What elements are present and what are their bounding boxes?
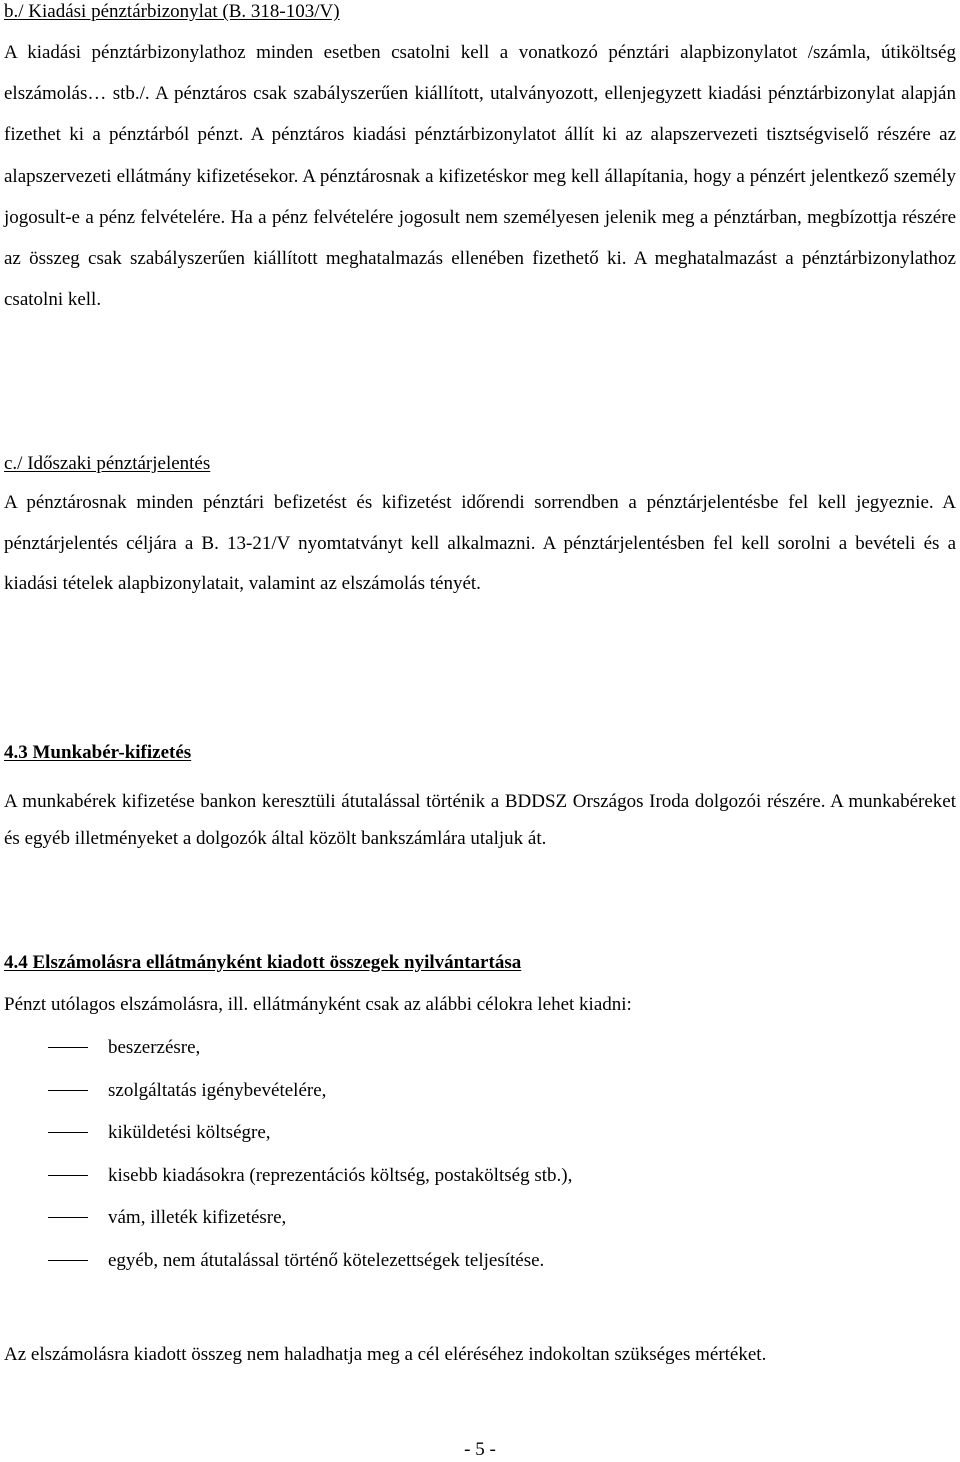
dash-bullet-icon bbox=[48, 1175, 88, 1176]
list-item: szolgáltatás igénybevételére, bbox=[0, 1079, 960, 1122]
dash-bullet-icon bbox=[48, 1132, 88, 1133]
list-item: kiküldetési költségre, bbox=[0, 1121, 960, 1164]
dash-bullet-icon bbox=[48, 1090, 88, 1091]
list-item: beszerzésre, bbox=[0, 1036, 960, 1079]
section-b-heading: b./ Kiadási pénztárbizonylat (B. 318-103/V) bbox=[4, 1, 340, 22]
section-4-4-closing: Az elszámolásra kiadott összeg nem haladhatja meg a cél eléréséhez indokoltan szükséges mértéket. bbox=[4, 1344, 767, 1365]
list-item: vám, illeték kifizetésre, bbox=[0, 1206, 960, 1249]
section-b-paragraph: A kiadási pénztárbizonylathoz minden esetben csatolni kell a vonatkozó pénztári alapbizonylatot /számla, útiköltség elszámolás… stb./. A pénztáros csak szabályszerűen kiállított, utalványozott, ellenjegyzett kiadási pénztárbizonylat alapján fizethet ki a pénztárból pénzt. A pénztáros kiadási pénztárbizonylatot állít ki az alapszervezeti tisztségviselő részére az alapszervezeti ellátmány kifizetésekor. A pénztárosnak a kifizetéskor meg kell állapítania, hogy a pénzért jelentkező személy jogosult-e a pénz felvételére. Ha a pénz felvételére jogosult nem személyesen jelenik meg a pénztárban, megbízottja részére az összeg csak szabályszerűen kiállított meghatalmazás ellenében fizethető ki. A meghatalmazást a pénztárbizonylathoz csatolni kell. bbox=[4, 42, 956, 311]
section-4-4-intro: Pénzt utólagos elszámolásra, ill. ellátmányként csak az alábbi célokra lehet kiadni: bbox=[4, 994, 632, 1015]
list-item: egyéb, nem átutalással történő kötelezettségek teljesítése. bbox=[0, 1249, 960, 1292]
list-item: kisebb kiadásokra (reprezentációs költség, postaköltség stb.), bbox=[0, 1164, 960, 1207]
page-number: - 5 - bbox=[464, 1439, 496, 1460]
dash-bullet-icon bbox=[48, 1260, 88, 1261]
section-4-4-heading: 4.4 Elszámolásra ellátmányként kiadott összegek nyilvántartása bbox=[4, 952, 522, 973]
section-4-3-heading: 4.3 Munkabér-kifizetés bbox=[4, 742, 192, 763]
dash-bullet-icon bbox=[48, 1047, 88, 1048]
section-4-3-paragraph: A munkabérek kifizetése bankon keresztüli átutalással történik a BDDSZ Országos Iroda dolgozói részére. A munkabéreket és egyéb illetményeket a dolgozók által közölt bankszámlára utaljuk át. bbox=[4, 791, 956, 849]
section-c-heading: c./ Időszaki pénztárjelentés bbox=[4, 453, 211, 474]
dash-bullet-icon bbox=[48, 1217, 88, 1218]
purpose-list bbox=[0, 1036, 960, 1291]
section-c-paragraph: A pénztárosnak minden pénztári befizetést és kifizetést időrendi sorrendben a pénztárjelentésbe fel kell jegyeznie. A pénztárjelentés céljára a B. 13-21/V nyomtatványt kell alkalmazni. A pénztárjelentésben fel kell sorolni a bevételi és a kiadási tételek alapbizonylatait, valamint az elszámolás tényét. bbox=[4, 492, 956, 594]
